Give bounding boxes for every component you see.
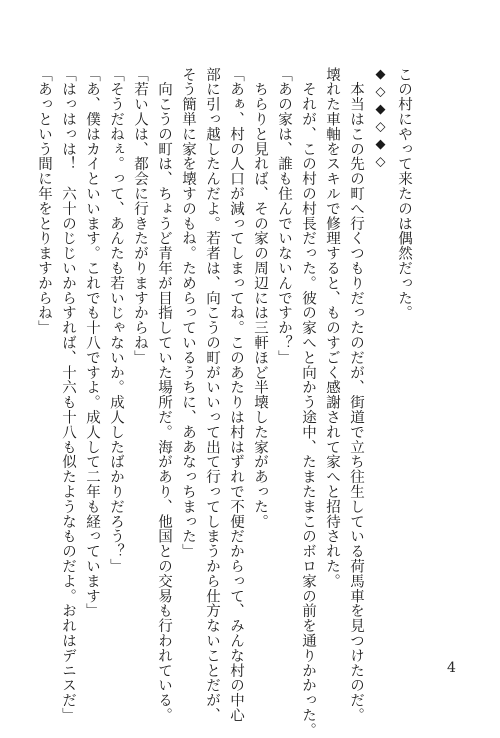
text-line-12: 「そうだねぇ。って、あんたも若いじゃないか。成人したばかりだろう？」 [108,67,124,574]
text-line-10: 向こうの町は、ちょうど青年が目指していた場所だ。海があり、他国との交易も行われている。 [156,67,172,723]
text-line-9: そう簡単に家を壊すのもね。ためらっているうちに、ああなっちまった」 [180,67,196,559]
text-line-11: 「若い人は、都会に行きたがりますからね」 [132,67,148,365]
page-number: 4 [447,660,456,676]
text-line-7: 「あぁ、村の人口が減ってしまってね。このあたりは村はずれで不便だからって、みんな村の中心 [228,67,244,723]
text-line-8: 部に引っ越したんだよ。若者は、向こうの町がいいって出て行ってしまうから仕方ないことだが、 [204,67,220,723]
text-line-13: 「あ、僕はカイといいます。これでも十八ですよ。成人して二年も経っています」 [84,67,100,619]
text-line-2: 本当はこの先の町へ行くつもりだったのだが、街道で立ち往生している荷馬車を見つけたのだ。 [348,67,364,723]
vertical-text-block [32,67,416,738]
text-line-6: ちらりと見れば、その家の周辺には三軒ほど半壊した家があった。 [252,67,268,529]
text-line-3: 壊れた車軸をスキルで修理すると、ものすごく感謝されて家へと招待された。 [324,67,340,589]
text-line-1: この村にやって来たのは偶然だった。 [396,67,412,321]
text-line-15: 「あっという間に年をとりますからね」 [36,67,52,336]
text-line-14: 「はっはっは！ 六十のじじいからすれば、十六も十八も似たようなものだよ。おれはデニスだ」 [60,67,76,723]
text-line-4: それが、この村の村長だった。彼の家へと向かう途中、たまたまこのボロ家の前を通りかかった。 [300,67,316,738]
section-ornament: ◆◇◆◇◆◇ [373,67,388,172]
text-line-5: 「あの家は、誰も住んでいないんですか？」 [276,67,292,365]
